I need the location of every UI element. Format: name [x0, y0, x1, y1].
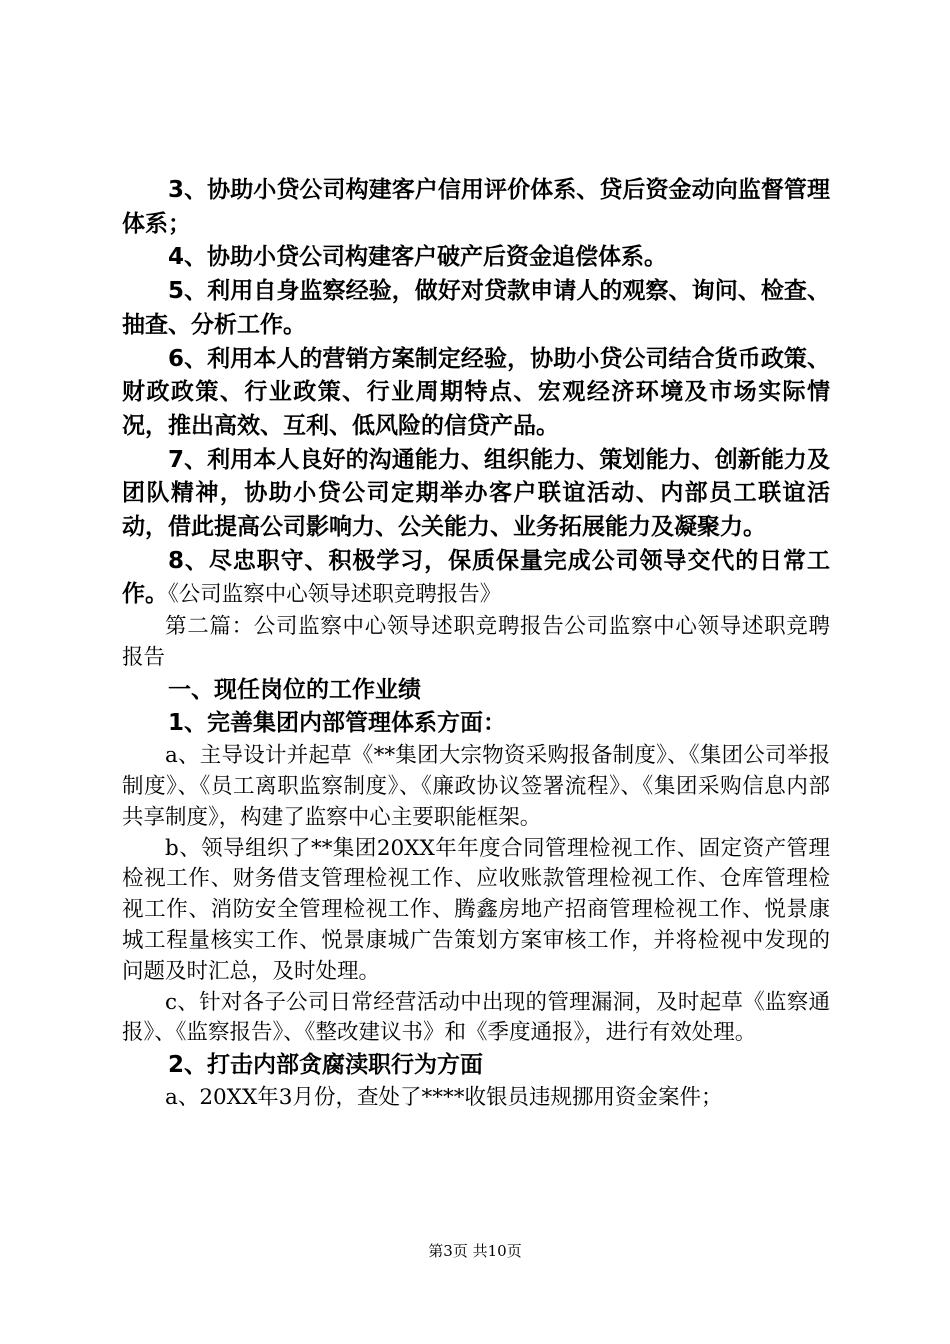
paragraph-item-8-text: 8、尽忠职守、积极学习，保质保量完成公司领导交代的日常工作。 [122, 547, 830, 608]
paragraph-item-6: 6、利用本人的营销方案制定经验，协助小贷公司结合货币政策、财政政策、行业政策、行业周期特点、宏观经济环境及市场实际情况，推出高效、互利、低风险的信贷产品。 [122, 345, 830, 439]
paragraph-b-inspections: b、领导组织了**集团20XX年年度合同管理检视工作、固定资产管理检视工作、财务借支管理检视工作、应收账款管理检视工作、仓库管理检视工作、消防安全管理检视工作、腾鑫房地产招商管理检视工作、悦景康城工程量核实工作、悦景康城广告策划方案审核工作，并将检视中发现的问题及时汇总，及时处理。 [122, 835, 830, 984]
paragraph-item-3: 3、协助小贷公司构建客户信用评价体系、贷后资金动向监督管理体系； [122, 177, 830, 237]
page-number-footer: 第3页 共10页 [428, 1242, 522, 1260]
source-title: 《公司监察中心领导述职竞聘报告》 [168, 582, 502, 608]
section-heading-performance: 一、现任岗位的工作业绩 [168, 676, 421, 703]
subheading-management-system: 1、完善集团内部管理体系方面： [168, 710, 507, 737]
paragraph-item-8 [122, 545, 830, 612]
paragraph-c-reports: c、针对各子公司日常经营活动中出现的管理漏洞，及时起草《监察通报》、《监察报告》、《整改建议书》和《季度通报》，进行有效处理。 [122, 989, 830, 1046]
subheading-anti-corruption: 2、打击内部贪腐渎职行为方面 [168, 1052, 484, 1079]
document-body [122, 174, 830, 1114]
paragraph-item-5: 5、利用自身监察经验，做好对贷款申请人的观察、询问、检查、抽查、分析工作。 [122, 278, 830, 338]
paragraph-item-4: 4、协助小贷公司构建客户破产后资金追偿体系。 [168, 244, 668, 271]
second-article-title: 第二篇：公司监察中心领导述职竞聘报告公司监察中心领导述职竞聘报告 [122, 614, 830, 670]
paragraph-a-regulations: a、主导设计并起草《**集团大宗物资采购报备制度》、《集团公司举报制度》、《员工离职监察制度》、《廉政协议签署流程》、《集团采购信息内部共享制度》，构建了监察中心主要职能框架。 [122, 743, 830, 830]
paragraph-item-7: 7、利用本人良好的沟通能力、组织能力、策划能力、创新能力及团队精神，协助小贷公司定期举办客户联谊活动、内部员工联谊活动，借此提高公司影响力、公关能力、业务拓展能力及凝聚力。 [122, 446, 830, 541]
paragraph-a-case: a、20XX年3月份，查处了****收银员违规挪用资金案件； [165, 1084, 723, 1110]
